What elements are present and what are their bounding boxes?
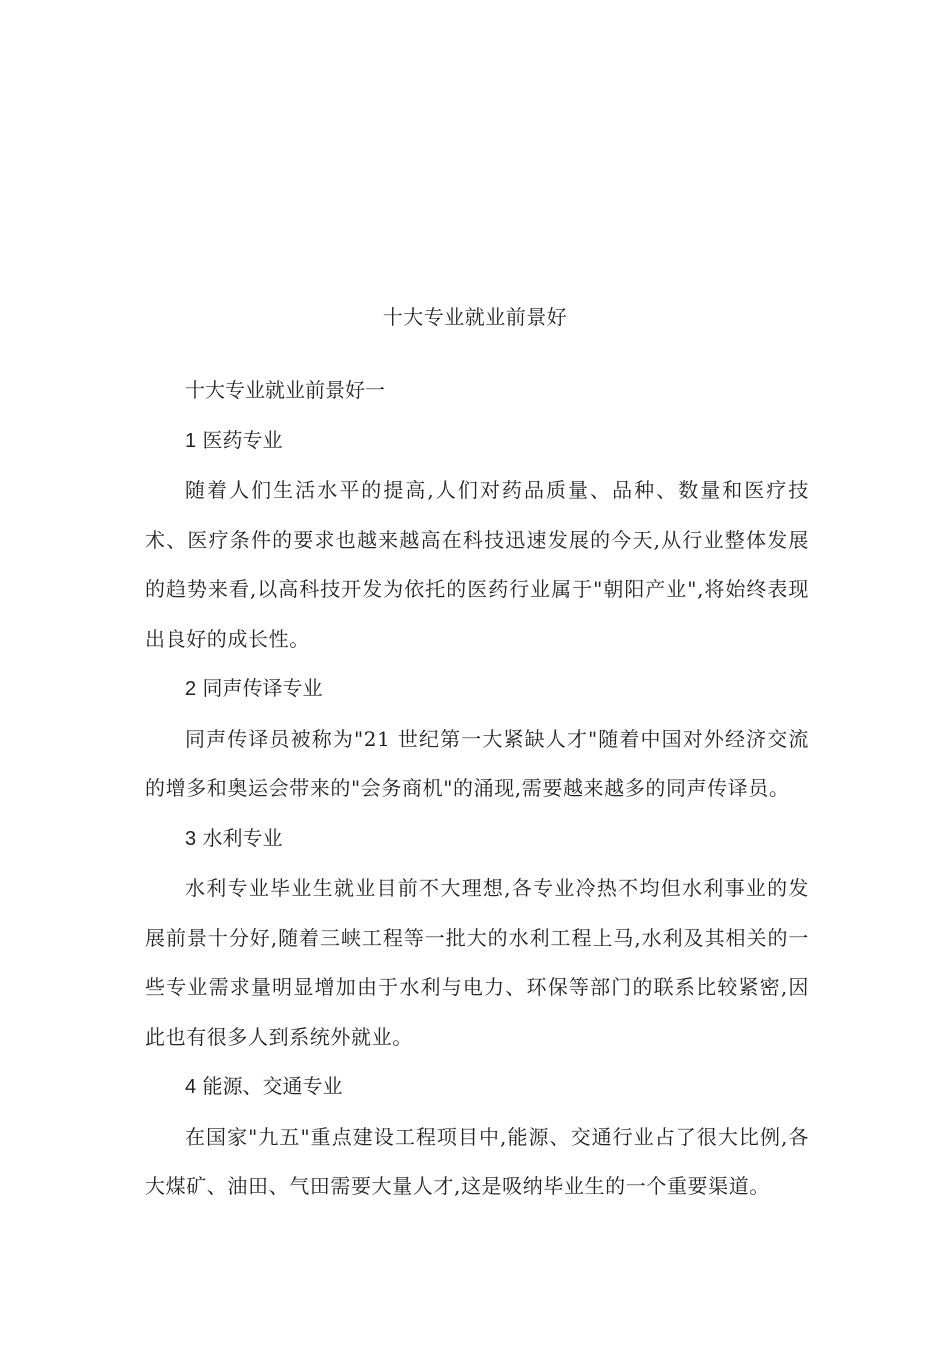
item-heading-1 (145, 416, 809, 467)
item-number: 2 (185, 678, 197, 700)
section-heading: 十大专业就业前景好一 (185, 378, 385, 402)
document-body (145, 366, 809, 1212)
item-title: 医药专业 (202, 427, 283, 452)
item-body-2: 同声传译员被称为"21 世纪第一大紧缺人才"随着中国对外经济交流的增多和奥运会带来的"会务商机"的涌现,需要越来越多的同声传译员。 (145, 726, 809, 800)
item-number: 4 (185, 1076, 197, 1098)
item-heading-3 (145, 814, 809, 865)
item-body-1: 随着人们生活水平的提高,人们对药品质量、品种、数量和医疗技术、医疗条件的要求也越来越高在科技迅速发展的今天,从行业整体发展的趋势来看,以高科技开发为依托的医药行业属于"朝阳产业",将始终表现出良好的成长性。 (145, 478, 809, 651)
item-title: 水利专业 (202, 825, 283, 850)
item-heading-2 (145, 664, 809, 715)
item-number: 1 (185, 429, 197, 452)
item-body-3: 水利专业毕业生就业目前不大理想,各专业冷热不均但水利事业的发展前景十分好,随着三峡工程等一批大的水利工程上马,水利及其相关的一些专业需求量明显增加由于水利与电力、环保等部门的联系比较紧密,因此也有很多人到系统外就业。 (145, 876, 809, 1049)
item-number: 3 (185, 827, 197, 850)
item-body-4: 在国家"九五"重点建设工程项目中,能源、交通行业占了很大比例,各大煤矿、油田、气田需要大量人才,这是吸纳毕业生的一个重要渠道。 (145, 1124, 809, 1198)
document-title: 十大专业就业前景好 (382, 305, 568, 329)
item-title: 能源、交通专业 (202, 1074, 343, 1098)
item-title: 同声传译专业 (202, 676, 323, 700)
item-heading-4 (145, 1062, 809, 1113)
